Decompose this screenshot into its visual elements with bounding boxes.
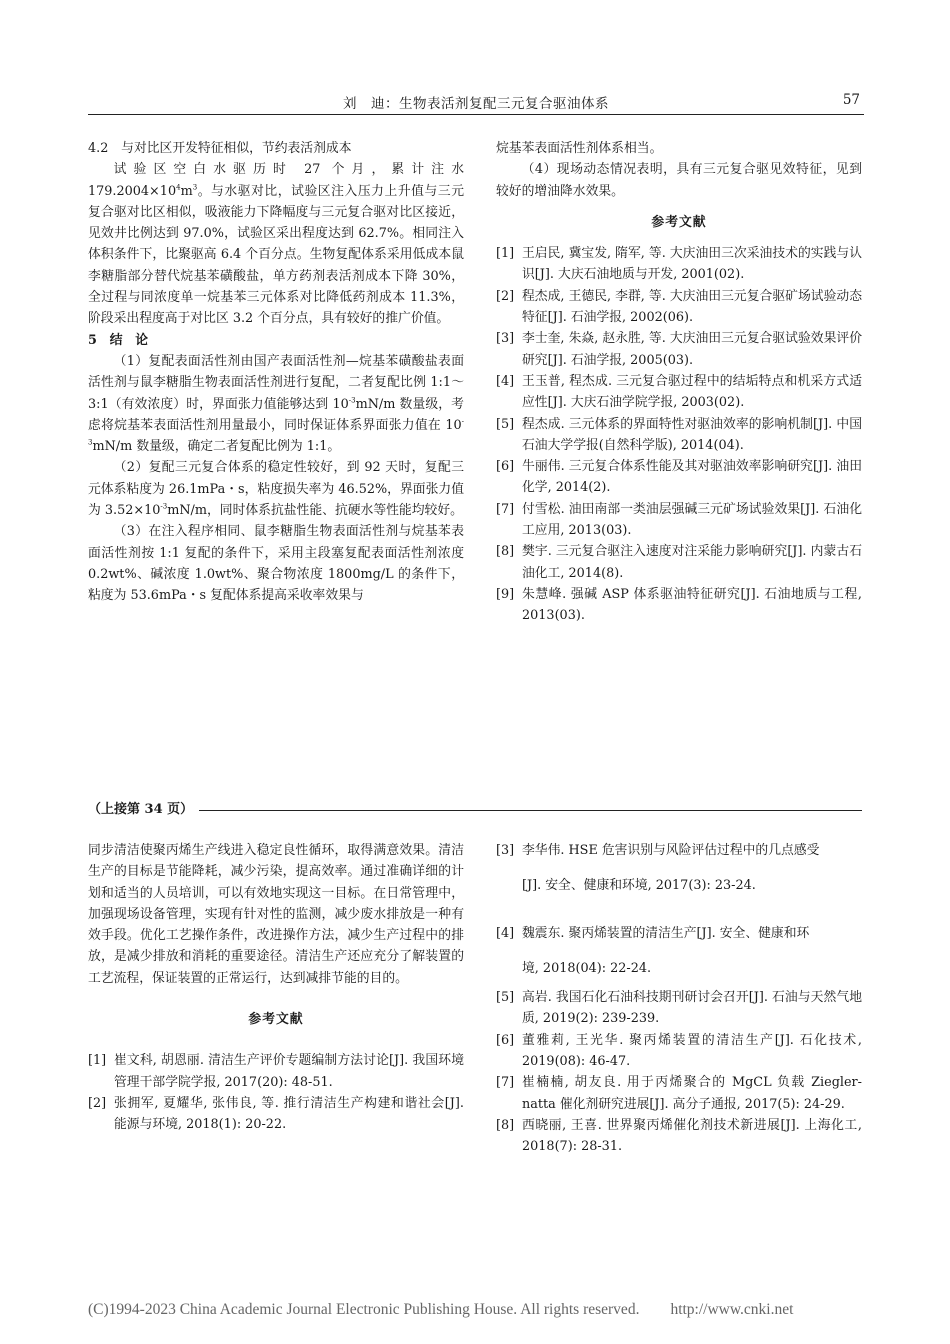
page-number: 57 — [842, 92, 860, 108]
article-right-column — [496, 138, 862, 627]
reference-item: [8] 西晓丽, 王喜. 世界聚丙烯催化剂技术新进展[J]. 上海化工, 2018(7): 28-31. — [496, 1117, 862, 1155]
section-4-2-paragraph: 试验区空白水驱历时 27 个月，累计注水 $179.2004\times 10^4m^3$。与水驱对比，试验区注入压力上升值与三元复合驱对比区相似，吸液能力下降幅度与三元复合驱对比区接近，见效井比例达到 97.0%，试验区采出程度达到 62.7%。相同注入体积条件下，比聚驱高 6.4 个百分点。生物复配体系采用低成本鼠李糖脂部分替代烷基苯磺酸盐，单方药剂表活剂成本下降 30%，全过程与同浓度单一烷基苯三元体系对比降低药剂成本 11.3%，阶段采出程度高于对比区 3.2 个百分点，具有较好的推广价值。 — [88, 162, 464, 327]
reference-item: [7] 付雪松. 油田南部一类油层强碱三元矿场试验效果[J]. 石油化工应用, 2013(03). — [496, 501, 862, 539]
reference-item: [6] 牛丽伟. 三元复合体系性能及其对驱油效率影响研究[J]. 油田化学, 2014(2). — [496, 459, 862, 496]
reference-item: [4] 魏震东. 聚丙烯装置的清洁生产[J]. 安全、健康和环 境, 2018(04): 22-24. — [496, 925, 810, 976]
continued-label: （上接第 34 页） — [88, 802, 194, 817]
reference-item: [1] 崔文科, 胡恩丽. 清洁生产评价专题编制方法讨论[J]. 我国环境管理干部学院学报, 2017(20): 48-51. — [88, 1053, 464, 1090]
article-left-column — [88, 138, 464, 607]
reference-list — [496, 243, 862, 626]
section-5-heading: 5 结 论 — [88, 332, 149, 348]
reference-item: [2] 程杰成, 王德民, 李群, 等. 大庆油田三元复合驱矿场试验动态特征[J]. 石油学报, 2002(06). — [496, 288, 862, 326]
conclusion-4: （4）现场动态情况表明，具有三元复合驱见效特征，见到较好的增油降水效果。 — [496, 162, 862, 199]
copyright-footer: (C)1994-2023 China Academic Journal Electronic Publishing House. All rights reserved. http://www.cnki.net — [88, 1301, 794, 1318]
reference-item: [3] 李华伟. HSE 危害识别与风险评估过程中的几点感受 [J]. 安全、健康和环境, 2017(3): 23-24. — [496, 843, 820, 894]
continued-paragraph: 同步清洁使聚丙烯生产线进入稳定良性循环，取得满意效果。清洁生产的目标是节能降耗，减少污染，提高效率。通过准确详细的计划和适当的人员培训，可以有效地实现这一目标。在日常管理中，加强现场设备管理，实现有针对性的监测，减少废水排放是一种有效手段。优化工艺操作条件，改进操作方法，减少生产过程中的排放，是减少排放和消耗的重要途径。清洁生产还应充分了解装置的工艺流程，保证装置的正常运行，达到减排节能的目的。 — [88, 843, 464, 986]
reference-item: [4] 王玉普, 程杰成. 三元复合驱过程中的结垢特点和机采方式适应性[J]. 大庆石油学院学报, 2003(02). — [496, 373, 862, 411]
reference-item: [6] 董雅莉, 王光华. 聚丙烯装置的清洁生产[J]. 石化技术, 2019(08): 46-47. — [496, 1032, 862, 1070]
reference-list-2 — [88, 1050, 464, 1135]
reference-item: [9] 朱慧峰. 强碱 ASP 体系驱油特征研究[J]. 石油地质与工程, 2013(03). — [496, 586, 862, 624]
reference-item: [7] 崔楠楠, 胡友良. 用于丙烯聚合的 MgCL 负载 Ziegler-natta 催化剂研究进展[J]. 高分子通报, 2017(5): 24-29. — [496, 1075, 862, 1112]
reference-item: [1] 王启民, 冀宝发, 隋军, 等. 大庆油田三次采油技术的实践与认识[J]. 大庆石油地质与开发, 2001(02). — [496, 246, 862, 283]
references-heading-2: 参考文献 — [248, 1012, 304, 1028]
references-heading: 参考文献 — [651, 214, 707, 230]
running-header — [88, 92, 864, 115]
section-4-2-heading: 4.2 与对比区开发特征相似，节约表活剂成本 — [88, 141, 352, 156]
conclusion-1: （1）复配表面活性剂由国产表面活性剂—烷基苯磺酸盐表面活性剂与鼠李糖脂生物表面活性剂进行复配，二者复配比例 1:1～3:1（有效浓度）时，界面张力值能够达到 $10^{-3}mN/m$ 数量级，考虑将烷基苯表面活性剂用量最小，同时保证体系界面张力值在 $10^{-3}mN/m$ 数量级，确定二者复配比例为 1:1。 — [88, 353, 464, 455]
reference-item: [3] 李士奎, 朱焱, 赵永胜, 等. 大庆油田三元复合驱试验效果评价研究[J]. 石油学报, 2005(03). — [496, 331, 862, 368]
conclusion-2: （2）复配三元复合体系的稳定性较好，到 92 天时，复配三元体系粘度为 26.1mPa・s，粘度损失率为 46.52%，界面张力值为 $3.52\times 10^{-3}mN/m$，同时体系抗盐性能、抗硬水等性能均较好。 — [88, 460, 464, 519]
reference-item: [8] 樊宇. 三元复合驱注入速度对注采能力影响研究[J]. 内蒙古石油化工, 2014(8). — [496, 544, 862, 581]
conclusion-3-continued: 烷基苯表面活性剂体系相当。 — [496, 141, 663, 156]
reference-item: [5] 高岩. 我国石化石油科技期刊研讨会召开[J]. 石油与天然气地质, 2019(2): 239-239. — [496, 990, 862, 1027]
continued-from-marker — [88, 798, 862, 820]
continued-left-column — [88, 840, 464, 1136]
continued-right-column — [496, 840, 862, 1158]
reference-item: [2] 张拥军, 夏耀华, 张伟良, 等. 推行清洁生产构建和谐社会[J]. 能源与环境, 2018(1): 20-22. — [88, 1095, 464, 1133]
reference-item: [5] 程杰成. 三元体系的界面特性对驱油效率的影响机制[J]. 中国石油大学学报(自然科学版), 2014(04). — [496, 416, 862, 453]
header-title: 刘 迪：生物表活剂复配三元复合驱油体系 — [343, 96, 609, 112]
divider-line — [199, 798, 862, 811]
conclusion-3: （3）在注入程序相同、鼠李糖脂生物表面活性剂与烷基苯表面活性剂按 1:1 复配的条件下，采用主段塞复配表面活性剂浓度 0.2wt%、碱浓度 1.0wt%、聚合物浓度 1800mg/L 的条件下，粘度为 53.6mPa・s 复配体系提高采收率效果与 — [88, 524, 464, 604]
